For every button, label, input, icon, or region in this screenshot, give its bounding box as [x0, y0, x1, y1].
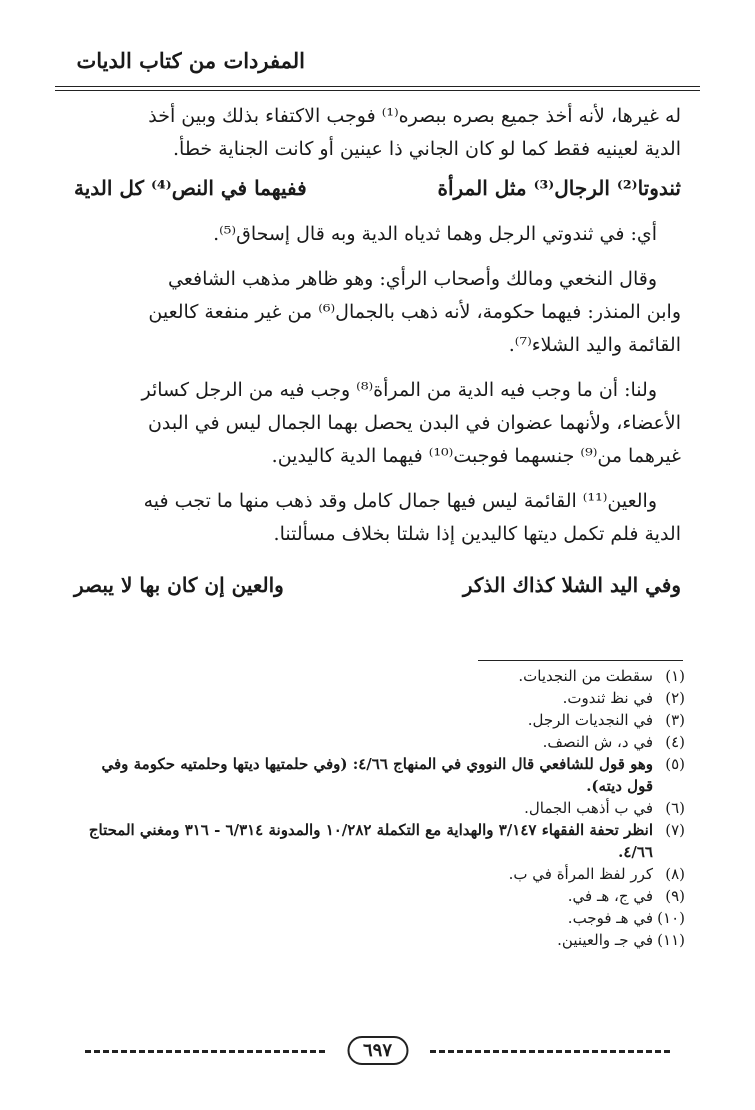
- footnote-text: سقطت من النجديات.: [518, 667, 653, 685]
- header-rule: [55, 86, 700, 87]
- text-line: وقال النخعي ومالك وأصحاب الرأي: وهو ظاهر مذهب الشافعي: [168, 268, 657, 290]
- text-line: القائمة واليد الشلاء⁽⁷⁾.: [508, 334, 681, 356]
- footnote: [74, 709, 685, 731]
- footnote: [74, 929, 685, 951]
- footnote-text: في جـ والعينين.: [557, 931, 653, 949]
- footer-ornament-line: [85, 1050, 325, 1053]
- footnote-text: في نظ ثندوت.: [562, 689, 653, 707]
- verse-1: [74, 176, 681, 200]
- footnote-text: في النجديات الرجل.: [527, 711, 653, 729]
- page-footer: [85, 1032, 670, 1072]
- footnote: [74, 753, 685, 797]
- footnote-number: (٨): [665, 865, 685, 883]
- footnote-number: (٧): [665, 821, 685, 839]
- footnote-number: (١١): [657, 931, 685, 949]
- footnote-number: (٣): [665, 711, 685, 729]
- footnote: [74, 797, 685, 819]
- footnote-number: (٢): [665, 689, 685, 707]
- footnote-text: في د، ش النصف.: [542, 733, 653, 751]
- footnote-text: وهو قول للشافعي قال النووي في المنهاج ٤/٦٦: (وفي حلمتيها ديتها وحلمتيه حكومة وفي قول ديته).: [101, 755, 653, 795]
- text-line: الأعضاء، ولأنهما عضوان في البدن يحصل بهما الجمال ليس في البدن: [147, 412, 681, 434]
- paragraph-3: [74, 263, 681, 362]
- footnote: [74, 863, 685, 885]
- footnote-text: في ج، هـ في.: [567, 887, 653, 905]
- text-line: الدية لعينيه فقط كما لو كان الجاني ذا عينين أو كانت الجناية خطأ.: [173, 138, 681, 160]
- paragraph-4: [74, 374, 681, 473]
- verse-hemistich: وفي اليد الشلا كذاك الذكر: [462, 573, 681, 597]
- footnote-text: كرر لفظ المرأة في ب.: [508, 865, 653, 883]
- main-text: [74, 100, 681, 597]
- footnote-number: (١٠): [657, 909, 685, 927]
- text-line: غيرهما من⁽⁹⁾ جنسهما فوجبت⁽¹⁰⁾ فيهما الدية كاليدين.: [271, 445, 681, 467]
- footnote: [74, 687, 685, 709]
- verse-2: [74, 573, 681, 597]
- text-line: له غيرها، لأنه أخذ جميع بصره ببصره⁽¹⁾ فوجب الاكتفاء بذلك وبين أخذ: [148, 105, 681, 127]
- verse-hemistich: والعين إن كان بها لا يبصر: [74, 573, 284, 597]
- footnote-text: في هـ فوجب.: [567, 909, 653, 927]
- paragraph-1: [74, 100, 681, 166]
- text-line: الدية فلم تكمل ديتها كاليدين إذا شلتا بخلاف مسألتنا.: [273, 523, 681, 545]
- footnote: [74, 907, 685, 929]
- footnote-text: انظر تحفة الفقهاء ٣/١٤٧ والهداية مع التكملة ١٠/٢٨٢ والمدونة ٦/٣١٤ - ٣١٦ ومغني المحتاج ٤/٦٦.: [88, 821, 653, 861]
- verse-hemistich: ثندوتا⁽²⁾ الرجال⁽³⁾ مثل المرأة: [437, 176, 681, 200]
- paragraph-2: [74, 218, 681, 251]
- text-line: أي: في ثندوتي الرجل وهما ثدياه الدية وبه قال إسحاق⁽⁵⁾.: [213, 223, 657, 245]
- footnote: [74, 819, 685, 863]
- footnote-number: (٩): [665, 887, 685, 905]
- footnote-number: (٥): [665, 755, 685, 773]
- footnote-number: (١): [665, 667, 685, 685]
- text-line: ولنا: أن ما وجب فيه الدية من المرأة⁽⁸⁾ وجب فيه من الرجل كسائر: [141, 379, 657, 401]
- footer-ornament-line: [430, 1050, 670, 1053]
- text-line: والعين⁽¹¹⁾ القائمة ليس فيها جمال كامل وقد ذهب منها ما تجب فيه: [143, 490, 657, 512]
- running-header-title: المفردات من كتاب الديات: [76, 48, 305, 73]
- page-number: ٦٩٧: [347, 1036, 408, 1065]
- paragraph-5: [74, 485, 681, 551]
- footnote-text: في ب أذهب الجمال.: [524, 799, 653, 817]
- verse-hemistich: ففيهما في النص⁽⁴⁾ كل الدية: [74, 176, 307, 200]
- footnote-number: (٦): [665, 799, 685, 817]
- footnotes: [74, 665, 685, 951]
- header-rule: [55, 90, 700, 91]
- footnote: [74, 885, 685, 907]
- footnote: [74, 665, 685, 687]
- text-line: وابن المنذر: فيهما حكومة، لأنه ذهب بالجمال⁽⁶⁾ من غير منفعة كالعين: [148, 301, 681, 323]
- footnote: [74, 731, 685, 753]
- footnotes-rule: [478, 660, 683, 661]
- footnote-number: (٤): [665, 733, 685, 751]
